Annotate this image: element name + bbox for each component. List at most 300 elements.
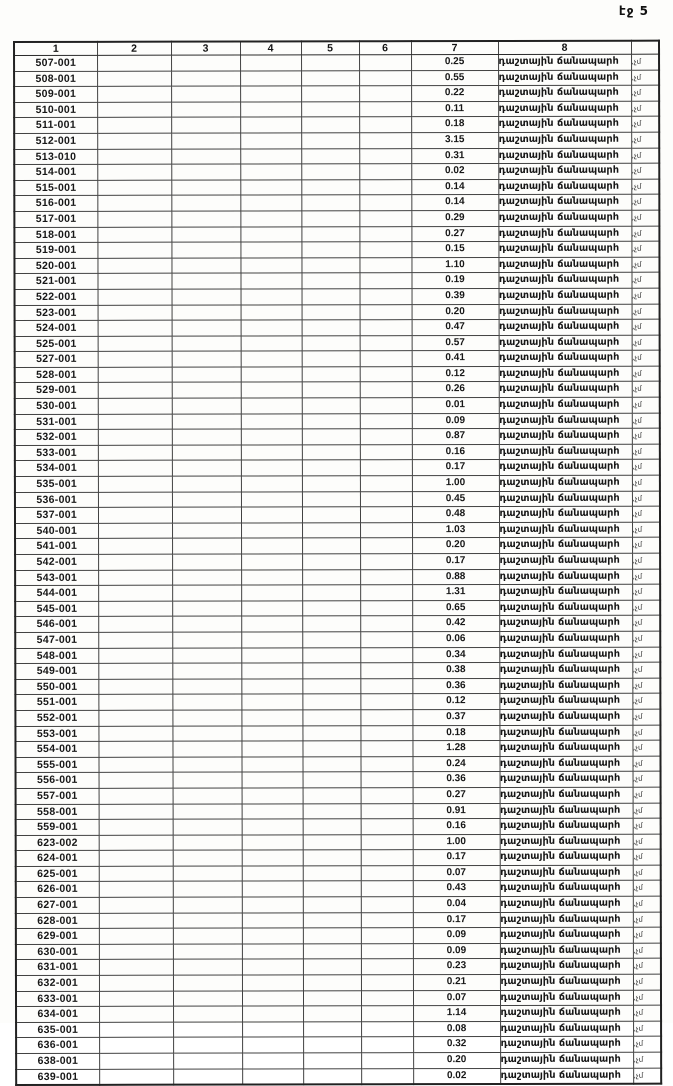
parcel-id-cell: 547-001	[15, 632, 98, 648]
empty-cell	[303, 881, 361, 897]
road-type-cell: դաշտային ճանապարհ	[498, 70, 631, 86]
empty-cell	[242, 928, 303, 944]
road-type-cell: դաշտային ճանապարհ	[500, 849, 633, 865]
empty-cell	[171, 258, 240, 274]
empty-cell	[240, 258, 301, 274]
road-type-suffix-cell: ,չմ	[631, 54, 659, 70]
table-row	[16, 1037, 661, 1054]
empty-cell	[242, 913, 303, 929]
table-row	[16, 943, 661, 960]
road-type-suffix-cell: ,չմ	[632, 538, 660, 554]
road-type-cell: դաշտային ճանապարհ	[500, 1037, 633, 1053]
empty-cell	[302, 663, 360, 679]
empty-cell	[360, 741, 412, 757]
parcel-id-cell: 628-001	[16, 913, 99, 929]
table-row	[15, 444, 660, 461]
parcel-id-cell: 522-001	[15, 289, 98, 305]
road-type-cell: դաշտային ճանապարհ	[500, 896, 633, 912]
empty-cell	[303, 788, 361, 804]
empty-cell	[302, 523, 360, 539]
road-type-suffix-cell: ,չմ	[632, 397, 660, 413]
empty-cell	[98, 445, 172, 461]
parcel-id-cell: 548-001	[15, 648, 98, 664]
empty-cell	[172, 538, 241, 554]
empty-cell	[242, 1037, 303, 1053]
area-value-cell: 0.17	[412, 553, 499, 569]
empty-cell	[171, 164, 240, 180]
empty-cell	[98, 383, 172, 399]
area-value-cell: 0.09	[413, 928, 500, 944]
empty-cell	[360, 429, 412, 445]
empty-cell	[241, 710, 302, 726]
parcel-id-cell: 535-001	[15, 476, 98, 492]
area-value-cell: 0.01	[412, 398, 499, 414]
empty-cell	[240, 55, 301, 71]
area-value-cell: 1.10	[411, 257, 498, 273]
empty-cell	[171, 117, 240, 133]
empty-cell	[302, 632, 360, 648]
empty-cell	[302, 413, 360, 429]
table-row	[15, 709, 660, 726]
road-type-suffix-cell: ,չմ	[632, 600, 660, 616]
empty-cell	[173, 928, 242, 944]
parcel-id-cell: 517-001	[14, 211, 97, 227]
road-type-suffix-cell: ,չմ	[633, 1037, 661, 1053]
empty-cell	[98, 289, 172, 305]
empty-cell	[360, 554, 412, 570]
area-value-cell: 0.20	[412, 538, 499, 554]
empty-cell	[241, 398, 302, 414]
table-row	[15, 382, 660, 399]
empty-cell	[241, 445, 302, 461]
parcel-id-cell: 556-001	[16, 773, 99, 789]
empty-cell	[303, 819, 361, 835]
empty-cell	[302, 679, 360, 695]
road-type-cell: դաշտային ճանապարհ	[499, 428, 632, 444]
table-row	[15, 678, 660, 695]
empty-cell	[360, 569, 412, 585]
empty-cell	[302, 507, 360, 523]
empty-cell	[97, 149, 171, 165]
empty-cell	[173, 913, 242, 929]
area-value-cell: 0.21	[413, 975, 500, 991]
parcel-id-cell: 543-001	[15, 570, 98, 586]
road-type-suffix-cell: ,չմ	[632, 662, 660, 678]
road-type-cell: դաշտային ճանապարհ	[498, 101, 631, 117]
table-row	[14, 163, 659, 180]
area-value-cell: 0.91	[413, 803, 500, 819]
empty-cell	[240, 164, 301, 180]
parcel-id-cell: 509-001	[14, 87, 97, 103]
empty-cell	[361, 1053, 413, 1069]
empty-cell	[360, 476, 412, 492]
empty-cell	[241, 289, 302, 305]
empty-cell	[98, 539, 172, 555]
area-value-cell: 0.07	[413, 990, 500, 1006]
empty-cell	[241, 585, 302, 601]
parcel-id-cell: 623-002	[16, 835, 99, 851]
empty-cell	[99, 928, 173, 944]
empty-cell	[301, 180, 359, 196]
empty-cell	[98, 507, 172, 523]
empty-cell	[98, 648, 172, 664]
parcel-id-cell: 549-001	[15, 663, 98, 679]
empty-cell	[97, 133, 171, 149]
empty-cell	[98, 461, 172, 477]
empty-cell	[98, 305, 172, 321]
table-row	[16, 1052, 661, 1069]
parcel-id-cell: 627-001	[16, 897, 99, 913]
empty-cell	[303, 1022, 361, 1038]
area-value-cell: 0.32	[413, 1037, 500, 1053]
road-type-suffix-cell: ,չմ	[632, 756, 660, 772]
empty-cell	[360, 522, 412, 538]
empty-cell	[173, 991, 242, 1007]
area-value-cell: 0.02	[411, 164, 498, 180]
table-row	[15, 584, 660, 601]
empty-cell	[302, 335, 360, 351]
empty-cell	[173, 944, 242, 960]
empty-cell	[242, 1053, 303, 1069]
road-type-cell: դաշտային ճանապարհ	[499, 304, 632, 320]
area-value-cell: 0.39	[412, 288, 499, 304]
parcel-id-cell: 514-001	[14, 164, 97, 180]
empty-cell	[172, 679, 241, 695]
road-type-suffix-cell: ,չմ	[632, 319, 660, 335]
empty-cell	[98, 617, 172, 633]
road-type-cell: դաշտային ճանապարհ	[498, 117, 631, 133]
parcel-id-cell: 521-001	[14, 274, 97, 290]
road-type-suffix-cell: ,չմ	[631, 241, 659, 257]
table-row	[15, 569, 660, 586]
road-type-cell: դաշտային ճանապարհ	[499, 350, 632, 366]
table-row	[16, 1068, 661, 1085]
empty-cell	[241, 429, 302, 445]
empty-cell	[242, 897, 303, 913]
area-value-cell: 0.22	[411, 86, 498, 102]
road-type-suffix-cell: ,չմ	[631, 117, 659, 133]
parcel-id-cell: 530-001	[15, 398, 98, 414]
empty-cell	[361, 912, 413, 928]
road-type-suffix-cell: ,չմ	[632, 522, 660, 538]
table-row	[16, 959, 661, 976]
road-type-suffix-cell: ,չմ	[632, 647, 660, 663]
area-value-cell: 0.45	[412, 491, 499, 507]
area-value-cell: 0.37	[412, 709, 499, 725]
road-type-suffix-cell: ,չմ	[632, 491, 660, 507]
road-type-cell: դաշտային ճանապարհ	[499, 616, 632, 632]
road-type-cell: դաշտային ճանապարհ	[498, 241, 631, 257]
empty-cell	[242, 835, 303, 851]
empty-cell	[172, 507, 241, 523]
road-type-suffix-cell: ,չմ	[632, 678, 660, 694]
area-value-cell: 0.36	[412, 678, 499, 694]
parcel-id-cell: 629-001	[16, 929, 99, 945]
road-type-suffix-cell: ,չմ	[632, 350, 660, 366]
empty-cell	[301, 257, 359, 273]
parcel-id-cell: 507-001	[14, 55, 97, 71]
empty-cell	[173, 835, 242, 851]
road-type-suffix-cell: ,չմ	[632, 631, 660, 647]
road-type-suffix-cell: ,չմ	[633, 927, 661, 943]
road-type-cell: դաշտային ճանապարհ	[498, 210, 631, 226]
table-row	[16, 896, 661, 913]
empty-cell	[359, 242, 411, 258]
parcel-id-cell: 554-001	[15, 741, 98, 757]
table-row	[15, 288, 660, 305]
parcel-id-cell: 555-001	[16, 757, 99, 773]
empty-cell	[242, 881, 303, 897]
column-header-1: 1	[14, 42, 97, 56]
area-value-cell: 0.06	[412, 631, 499, 647]
empty-cell	[172, 570, 241, 586]
empty-cell	[99, 913, 173, 929]
empty-cell	[359, 179, 411, 195]
area-value-cell: 0.18	[411, 117, 498, 133]
empty-cell	[99, 975, 173, 991]
empty-cell	[241, 632, 302, 648]
area-value-cell: 0.08	[413, 1021, 500, 1037]
road-type-suffix-cell: ,չմ	[633, 834, 661, 850]
table-row	[15, 647, 660, 664]
parcel-id-cell: 532-001	[15, 430, 98, 446]
empty-cell	[98, 367, 172, 383]
empty-cell	[240, 195, 301, 211]
empty-cell	[172, 382, 241, 398]
empty-cell	[173, 1053, 242, 1069]
road-type-suffix-cell: ,չմ	[633, 1052, 661, 1068]
empty-cell	[172, 585, 241, 601]
empty-cell	[99, 850, 173, 866]
empty-cell	[303, 959, 361, 975]
road-type-suffix-cell: ,չմ	[632, 413, 660, 429]
road-type-cell: դաշտային ճանապարհ	[499, 662, 632, 678]
table-row	[16, 1005, 661, 1022]
road-type-suffix-cell: ,չմ	[633, 1005, 661, 1021]
parcel-id-cell: 518-001	[14, 227, 97, 243]
empty-cell	[361, 928, 413, 944]
empty-cell	[242, 1006, 303, 1022]
empty-cell	[98, 632, 172, 648]
road-type-suffix-cell: ,չմ	[632, 506, 660, 522]
road-type-suffix-cell: ,չմ	[633, 943, 661, 959]
empty-cell	[173, 772, 242, 788]
empty-cell	[359, 55, 411, 71]
empty-cell	[99, 960, 173, 976]
area-value-cell: 0.29	[411, 210, 498, 226]
table-row	[16, 974, 661, 991]
road-type-cell: դաշտային ճանապարհ	[499, 584, 632, 600]
area-value-cell: 0.16	[412, 444, 499, 460]
empty-cell	[361, 990, 413, 1006]
empty-cell	[241, 460, 302, 476]
empty-cell	[172, 336, 241, 352]
column-header-7: 7	[411, 41, 498, 55]
empty-cell	[361, 959, 413, 975]
area-value-cell: 0.02	[413, 1068, 500, 1084]
parcel-id-cell: 546-001	[15, 617, 98, 633]
empty-cell	[360, 600, 412, 616]
area-value-cell: 0.23	[413, 959, 500, 975]
empty-cell	[361, 866, 413, 882]
area-value-cell: 0.16	[413, 819, 500, 835]
empty-cell	[99, 882, 173, 898]
parcel-id-cell: 512-001	[14, 133, 97, 149]
area-value-cell: 0.17	[413, 850, 500, 866]
empty-cell	[173, 1037, 242, 1053]
table-row	[15, 740, 660, 757]
parcel-id-cell: 636-001	[16, 1038, 99, 1054]
empty-cell	[241, 414, 302, 430]
empty-cell	[172, 476, 241, 492]
road-type-cell: դաշտային ճանապարհ	[500, 959, 633, 975]
empty-cell	[359, 226, 411, 242]
empty-cell	[303, 897, 361, 913]
empty-cell	[303, 928, 361, 944]
empty-cell	[359, 257, 411, 273]
empty-cell	[240, 242, 301, 258]
empty-cell	[98, 492, 172, 508]
table-row	[15, 553, 660, 570]
road-type-suffix-cell: ,չմ	[632, 693, 660, 709]
table-row	[14, 132, 659, 149]
empty-cell	[240, 211, 301, 227]
empty-cell	[171, 133, 240, 149]
empty-cell	[301, 226, 359, 242]
empty-cell	[360, 678, 412, 694]
road-type-cell: դաշտային ճանապարհ	[498, 226, 631, 242]
table-row	[15, 475, 660, 492]
empty-cell	[302, 616, 360, 632]
parcel-id-cell: 550-001	[15, 679, 98, 695]
parcel-id-cell: 515-001	[14, 180, 97, 196]
road-type-suffix-cell: ,չմ	[632, 475, 660, 491]
parcel-id-cell: 635-001	[16, 1022, 99, 1038]
empty-cell	[172, 726, 241, 742]
parcel-id-cell: 508-001	[14, 71, 97, 87]
road-type-cell: դաշտային ճանապարհ	[499, 382, 632, 398]
empty-cell	[173, 881, 242, 897]
area-value-cell: 0.14	[411, 195, 498, 211]
area-value-cell: 0.42	[412, 616, 499, 632]
empty-cell	[98, 757, 172, 773]
empty-cell	[241, 382, 302, 398]
area-value-cell: 0.25	[411, 54, 498, 70]
empty-cell	[172, 445, 241, 461]
empty-cell	[302, 710, 360, 726]
empty-cell	[241, 694, 302, 710]
parcel-id-cell: 541-001	[15, 539, 98, 555]
column-header-3: 3	[171, 42, 240, 56]
road-type-suffix-cell: ,չմ	[632, 616, 660, 632]
empty-cell	[361, 944, 413, 960]
empty-cell	[173, 1022, 242, 1038]
empty-cell	[361, 772, 413, 788]
road-type-cell: դաշտային ճանապարհ	[498, 85, 631, 101]
empty-cell	[360, 351, 412, 367]
empty-cell	[97, 118, 171, 134]
area-value-cell: 3.15	[411, 132, 498, 148]
road-type-suffix-cell: ,չմ	[631, 132, 659, 148]
empty-cell	[240, 148, 301, 164]
table-row	[14, 101, 659, 118]
table-row	[14, 148, 659, 165]
empty-cell	[173, 959, 242, 975]
table-row	[15, 662, 660, 679]
area-value-cell: 1.31	[412, 585, 499, 601]
road-type-suffix-cell: ,չմ	[633, 912, 661, 928]
road-type-cell: դաշտային ճանապարհ	[499, 475, 632, 491]
empty-cell	[172, 554, 241, 570]
empty-cell	[361, 819, 413, 835]
empty-cell	[99, 772, 173, 788]
area-value-cell: 0.20	[412, 304, 499, 320]
empty-cell	[97, 258, 171, 274]
empty-cell	[171, 55, 240, 71]
empty-cell	[361, 897, 413, 913]
road-type-suffix-cell: ,չմ	[632, 569, 660, 585]
road-type-suffix-cell: ,չմ	[631, 272, 659, 288]
empty-cell	[98, 429, 172, 445]
page-number: էջ 5	[618, 4, 649, 18]
empty-cell	[303, 944, 361, 960]
empty-cell	[302, 320, 360, 336]
empty-cell	[361, 881, 413, 897]
parcel-id-cell: 529-001	[15, 383, 98, 399]
parcel-id-cell: 542-001	[15, 554, 98, 570]
road-type-suffix-cell: ,չմ	[631, 226, 659, 242]
empty-cell	[172, 694, 241, 710]
table-row	[15, 600, 660, 617]
parcel-id-cell: 626-001	[16, 882, 99, 898]
road-type-cell: դաշտային ճանապարհ	[499, 647, 632, 663]
road-type-cell: դաշտային ճանապարհ	[500, 803, 633, 819]
table-row	[16, 818, 661, 835]
empty-cell	[241, 336, 302, 352]
road-type-suffix-cell: ,չմ	[631, 163, 659, 179]
empty-cell	[301, 164, 359, 180]
empty-cell	[360, 289, 412, 305]
empty-cell	[241, 304, 302, 320]
road-type-cell: դաշտային ճանապարհ	[500, 865, 633, 881]
empty-cell	[361, 788, 413, 804]
table-row	[15, 506, 660, 523]
empty-cell	[171, 273, 240, 289]
road-type-suffix-cell: ,չմ	[633, 896, 661, 912]
empty-cell	[302, 351, 360, 367]
empty-cell	[242, 866, 303, 882]
road-type-suffix-cell: ,չմ	[632, 584, 660, 600]
road-type-suffix-cell: ,չմ	[633, 787, 661, 803]
empty-cell	[98, 710, 172, 726]
area-value-cell: 1.00	[413, 834, 500, 850]
parcel-id-cell: 545-001	[15, 601, 98, 617]
empty-cell	[241, 616, 302, 632]
table-row	[16, 756, 661, 773]
road-type-cell: դաշտային ճանապարհ	[499, 522, 632, 538]
empty-cell	[302, 725, 360, 741]
empty-cell	[360, 335, 412, 351]
road-type-cell: դաշտային ճանապարհ	[499, 631, 632, 647]
road-type-suffix-cell: ,չմ	[631, 148, 659, 164]
table-header-row	[14, 41, 659, 56]
parcel-id-cell: 510-001	[14, 102, 97, 118]
area-value-cell: 0.27	[413, 787, 500, 803]
area-value-cell: 0.14	[411, 179, 498, 195]
road-type-suffix-cell: ,չմ	[632, 304, 660, 320]
empty-cell	[99, 1069, 173, 1085]
empty-cell	[242, 850, 303, 866]
